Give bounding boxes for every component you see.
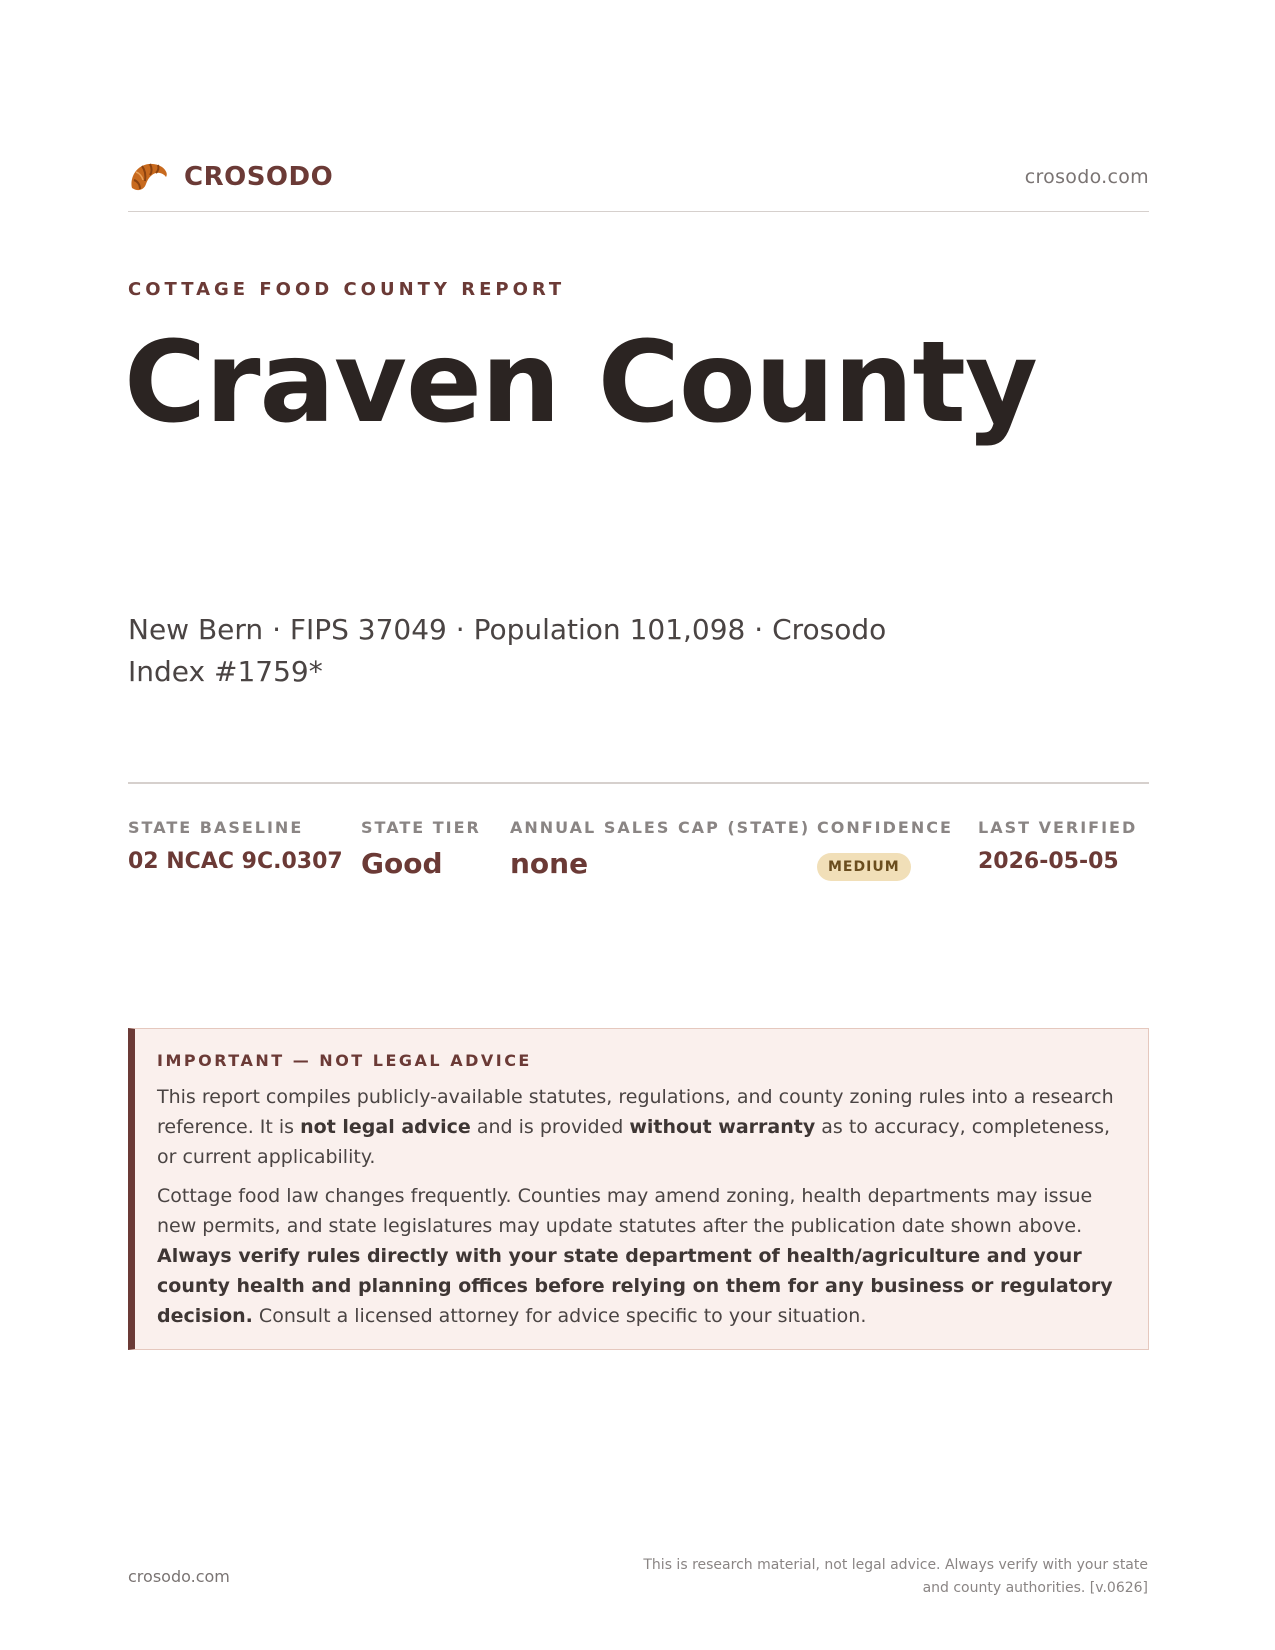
disclaimer-paragraph-1 [157,1082,1124,1172]
text-run: Consult a licensed attorney for advice specific to your situation. [252,1305,867,1327]
stat-state-baseline [128,818,343,874]
text-run: This report compiles publicly-available statutes, regulations, and county zoning rules into a research reference. It is [157,1086,1114,1138]
text-run: and is provided [470,1116,630,1138]
stat-label: STATE TIER [361,818,481,837]
county-summary: New Bern · FIPS 37049 · Population 101,098 · Crosodo Index #1759* [128,613,887,688]
stat-value: 2026-05-05 [978,849,1119,874]
legal-disclaimer-box [128,1028,1149,1350]
stat-value: none [510,847,589,880]
brand-name: CROSODO [184,162,334,192]
confidence-badge: MEDIUM [817,853,911,881]
footer-url[interactable]: crosodo.com [128,1567,230,1586]
stat-value: 02 NCAC 9C.0307 [128,849,343,874]
divider [128,782,1149,784]
text-run: as to accuracy, completeness, or current applicability. [157,1116,1111,1168]
report-type-label: COTTAGE FOOD COUNTY REPORT [128,279,566,300]
stat-label: STATE BASELINE [128,818,304,837]
site-url[interactable]: crosodo.com [1024,166,1149,188]
brand[interactable] [128,158,333,196]
stat-confidence [817,818,953,881]
emphasis-not-legal-advice: not legal advice [300,1116,471,1138]
stat-value: Good [361,847,443,880]
page-title: Craven County [124,318,1037,448]
footer-line: and county authorities. [v.0626] [922,1580,1148,1596]
text-run: Cottage food law changes frequently. Counties may amend zoning, health departments may issue new permits, and state legislatures may update statutes after the publication date shown above. [157,1185,1093,1237]
disclaimer-paragraph-2 [157,1181,1124,1331]
disclaimer-title: IMPORTANT — NOT LEGAL ADVICE [157,1051,532,1070]
stat-sales-cap [510,818,810,880]
stat-label: LAST VERIFIED [978,818,1138,837]
croissant-icon [128,158,170,196]
emphasis-verify-rules: Always verify rules directly with your state department of health/agriculture and your county health and planning offices before relying on them for any business or regulatory decision. [157,1245,1113,1327]
footer-line: This is research material, not legal advice. Always verify with your state [643,1557,1148,1573]
footer-disclaimer [628,1554,1148,1600]
stat-state-tier [361,818,481,880]
emphasis-without-warranty: without warranty [629,1116,816,1138]
page-header [128,158,1149,212]
stat-label: ANNUAL SALES CAP (STATE) [510,818,811,837]
stat-label: CONFIDENCE [817,818,953,837]
stat-last-verified [978,818,1137,874]
